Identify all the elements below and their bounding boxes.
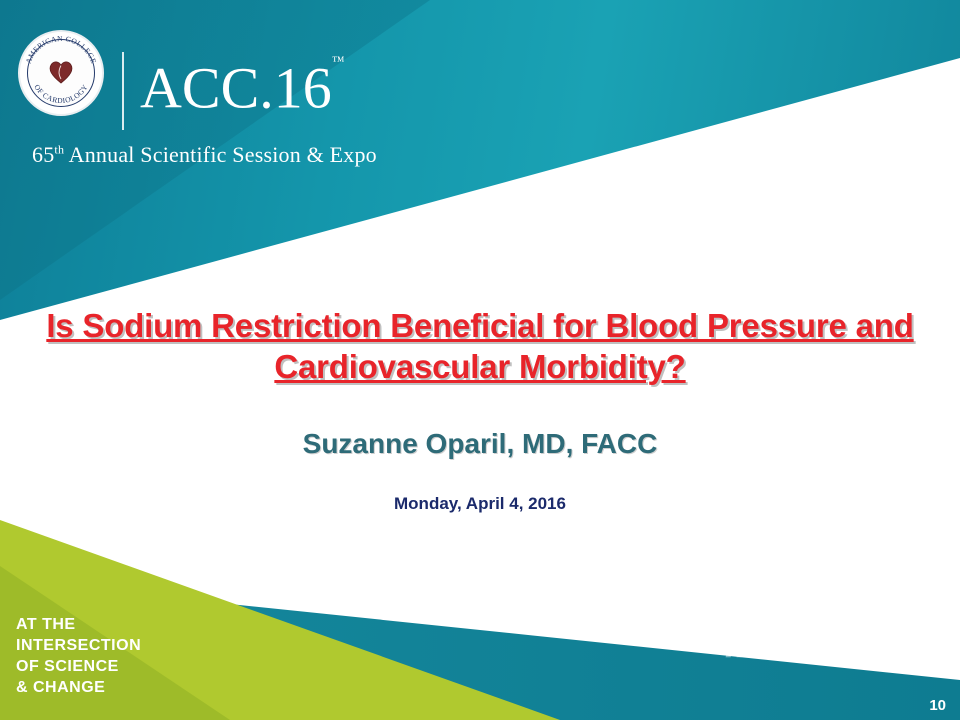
acc-logo xyxy=(18,30,377,175)
acc-session-ordinal: 65 xyxy=(32,142,55,167)
acc-brand-label: ACC.16 xyxy=(140,55,332,121)
heart-icon xyxy=(46,56,76,86)
footer-tagline-line-3: OF SCIENCE xyxy=(16,658,119,675)
acc-seal-ring-top-text: AMERICAN COLLEGE xyxy=(23,33,99,65)
acc-seal-icon xyxy=(18,30,104,116)
acc-session-tagline xyxy=(32,142,377,168)
presentation-date: Monday, April 4, 2016 xyxy=(394,494,566,513)
event-hashtag: #ACC16 xyxy=(718,614,918,668)
presenter-name: Suzanne Oparil, MD, FACC xyxy=(302,428,658,459)
footer-tagline-line-2: INTERSECTION xyxy=(16,637,142,654)
acc-seal-ring-bottom-text: OF CARDIOLOGY xyxy=(32,82,90,106)
acc-session-ordinal-suffix: th xyxy=(54,142,65,157)
acc-brand-text xyxy=(140,52,345,119)
acc-brand-trademark: ™ xyxy=(331,53,345,68)
acc-session-tagline-rest: Annual Scientific Session & Expo xyxy=(64,142,377,167)
slide-title: Is Sodium Restriction Beneficial for Blood Pressure and Cardiovascular Morbidity? xyxy=(46,307,914,385)
logo-divider xyxy=(122,52,124,130)
page-number: 10 xyxy=(929,697,946,714)
footer-tagline xyxy=(16,614,141,698)
footer-tagline-line-4: & CHANGE xyxy=(16,679,106,696)
footer-tagline-line-1: AT THE xyxy=(16,616,76,633)
